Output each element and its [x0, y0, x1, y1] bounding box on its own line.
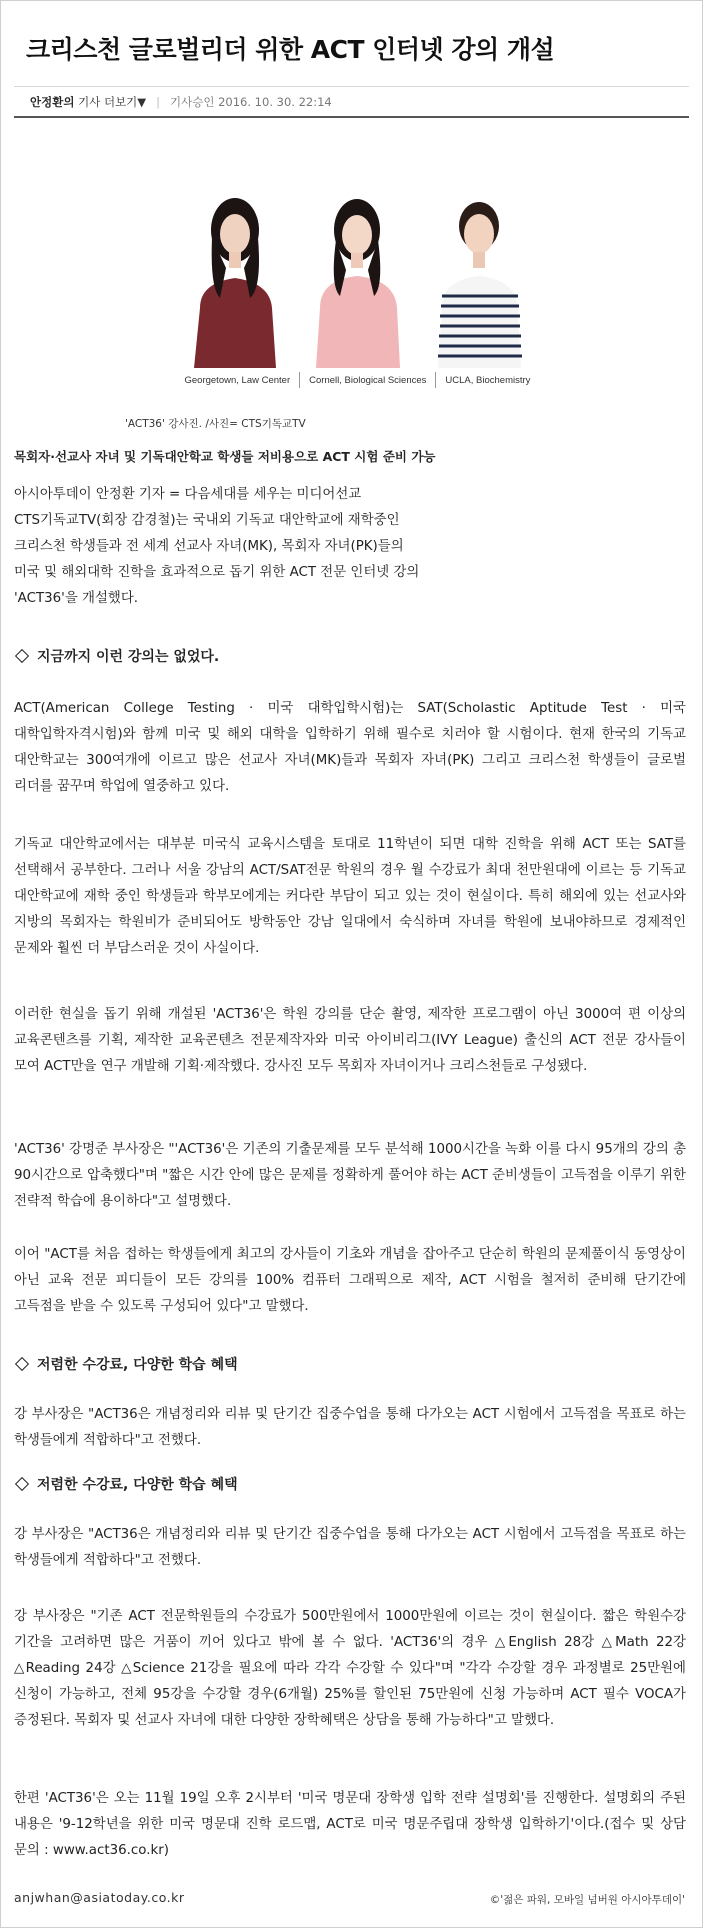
section-heading-text: 저렴한 수강료, 다양한 학습 혜택: [37, 1477, 238, 1493]
copyright-notice: ©'젊은 파워, 모바일 넘버원 아시아투데이': [489, 1894, 685, 1906]
photo-caption: 'ACT36' 강사진. /사진= CTS기독교TV: [125, 418, 306, 430]
section-heading-1: [14, 646, 219, 666]
more-articles-link[interactable]: 기사 더보기▼: [78, 95, 147, 109]
section-heading-2: [14, 1354, 238, 1374]
body-paragraph: 강 부사장은 "ACT36은 개념정리와 리뷰 및 단기간 집중수업을 통해 다가오는 ACT 시험에서 고득점을 목표로 하는 학생들에게 적합하다"고 전했다.: [14, 1407, 686, 1448]
section-heading-3: [14, 1474, 238, 1494]
instructor-2-figure: [316, 199, 400, 368]
byline: [30, 94, 332, 110]
body-paragraph: 한편 'ACT36'은 오는 11월 19일 오후 2시부터 '미국 명문대 장학생 입학 전략 설명회'를 진행한다. 설명회의 주된 내용은 '9-12학년을 위한 미국 명문대 진학 로드맵, ACT로 미국 명문주립대 장학생 입학하기'이다.(접수 및 상담 문의 : www.act36.co.kr): [14, 1791, 686, 1858]
body-paragraph: 이어 "ACT를 처음 접하는 학생들에게 최고의 강사들이 기초와 개념을 잡아주고 단순히 학원의 문제풀이식 동영상이 아닌 교육 전문 피디들이 모든 강의를 100% 컴퓨터 그래픽으로 제작, ACT 시험을 철저히 준비해 단기간에 고득점을 받을 수 있도록 구성되어 있다"고 말했다.: [14, 1247, 686, 1314]
body-paragraph: 강 부사장은 "ACT36은 개념정리와 리뷰 및 단기간 집중수업을 통해 다가오는 ACT 시험에서 고득점을 목표로 하는 학생들에게 적합하다"고 전했다.: [14, 1527, 686, 1568]
approved-date: 기사승인 2016. 10. 30. 22:14: [170, 95, 332, 109]
byline-separator: |: [156, 95, 161, 109]
diamond-icon: [15, 649, 29, 663]
label-divider: [299, 372, 300, 388]
diamond-icon: [15, 1357, 29, 1371]
diamond-icon: [15, 1477, 29, 1491]
body-paragraph: 기독교 대안학교에서는 대부분 미국식 교육시스템을 토대로 11학년이 되면 대학 진학을 위해 ACT 또는 SAT를 선택해서 공부한다. 그러나 서울 강남의 ACT/SAT전문 학원의 경우 월 수강료가 최대 천만원대에 이르는 등 기독교 대안학교에 재학 중인 학생들과 학부모에게는 커다란 부담이 되고 있는 것이 현실이다. 특히 해외에 있는 선교사와 지방의 목회자는 학원비가 준비되어도 방학동안 강남 일대에서 숙식하며 자녀를 학원에 보내야하므로 경제적인 문제와 훨씬 더 부담스러운 것이 사실이다.: [14, 837, 686, 956]
instructor-1-figure: [194, 198, 276, 368]
body-paragraph: 이러한 현실을 돕기 위해 개설된 'ACT36'은 학원 강의를 단순 촬영, 제작한 프로그램이 아닌 3000여 편 이상의 교육콘텐츠를 기획, 제작한 교육콘텐츠 전문제작자와 미국 아이비리그(IVY League) 출신의 ACT 전문 강사들이 모여 ACT만을 연구 개발해 기획·제작했다. 강사진 모두 목회자 자녀이거나 크리스천들로 구성됐다.: [14, 1007, 686, 1074]
lead-summary: 목회자·선교사 자녀 및 기독대안학교 학생들 저비용으로 ACT 시험 준비 가능: [14, 449, 436, 464]
instructor-1-label: Georgetown, Law Center: [184, 374, 291, 386]
body-paragraph: 'ACT36' 강명준 부사장은 "'ACT36'은 기존의 기출문제를 모두 분석해 1000시간을 녹화 이를 다시 95개의 강의 총 90시간으로 압축했다"며 "짧은 시간 안에 많은 문제를 정확하게 풀어야 하는 ACT 준비생들이 고득점을 이루기 위한 전략적 학습에 용이하다"고 설명했다.: [14, 1142, 686, 1209]
instructor-3-label: UCLA, Biochemistry: [445, 374, 531, 386]
section-heading-text: 저렴한 수강료, 다양한 학습 혜택: [37, 1357, 238, 1373]
author-name[interactable]: 안정환의: [30, 95, 75, 109]
section-heading-text: 지금까지 이런 강의는 없었다.: [37, 649, 220, 665]
title-divider: [14, 86, 689, 87]
reporter-email[interactable]: anjwhan@asiatoday.co.kr: [14, 1890, 185, 1905]
instructor-2-label: Cornell, Biological Sciences: [309, 374, 427, 386]
body-paragraph: 강 부사장은 "기존 ACT 전문학원들의 수강료가 500만원에서 1000만원에 이르는 것이 현실이다. 짧은 학원수강 기간을 고려하면 많은 거품이 끼어 있다고 밖에 볼 수 없다. 'ACT36'의 경우 △English 28강 △Math 22강 △Reading 24강 △Science 21강을 필요에 따라 각각 수강할 수 있다"며 "각각 수강할 경우 과정별로 25만원에 신청이 가능하고, 전체 95강을 수강할 경우(6개월) 25%를 할인된 75만원에 신청 가능하며 ACT 필수 VOCA가 증정된다. 목회자 및 선교사 자녀에 대한 다양한 장학혜택은 상담을 통해 가능하다"고 말했다.: [14, 1609, 686, 1728]
intro-paragraph: 아시아투데이 안정환 기자 = 다음세대를 세우는 미디어선교 CTS기독교TV(회장 감경철)는 국내외 기독교 대안학교에 재학중인 크리스천 학생들과 전 세계 선교사 자녀(MK), 목회자 자녀(PK)들의 미국 및 해외대학 진학을 효과적으로 돕기 위한 ACT 전문 인터넷 강의 'ACT36'을 개설했다.: [14, 487, 420, 606]
instructor-3-figure: [438, 202, 522, 368]
label-divider: [435, 372, 436, 388]
instructor-labels: [180, 368, 535, 392]
byline-divider: [14, 116, 689, 118]
body-paragraph: ACT(American College Testing · 미국 대학입학시험)는 SAT(Scholastic Aptitude Test · 미국 대학입학자격시험)와 함께 미국 및 해외 대학을 입학하기 위해 필수로 치러야 할 시험이다. 현재 한국의 기독교 대안학교는 300여개에 이르고 많은 선교사 자녀(MK)들과 목회자 자녀(PK) 그리고 크리스천 학생들이 글로벌 리더를 꿈꾸며 학업에 열중하고 있다.: [14, 701, 686, 794]
article-title: 크리스천 글로벌리더 위한 ACT 인터넷 강의 개설: [26, 35, 555, 64]
